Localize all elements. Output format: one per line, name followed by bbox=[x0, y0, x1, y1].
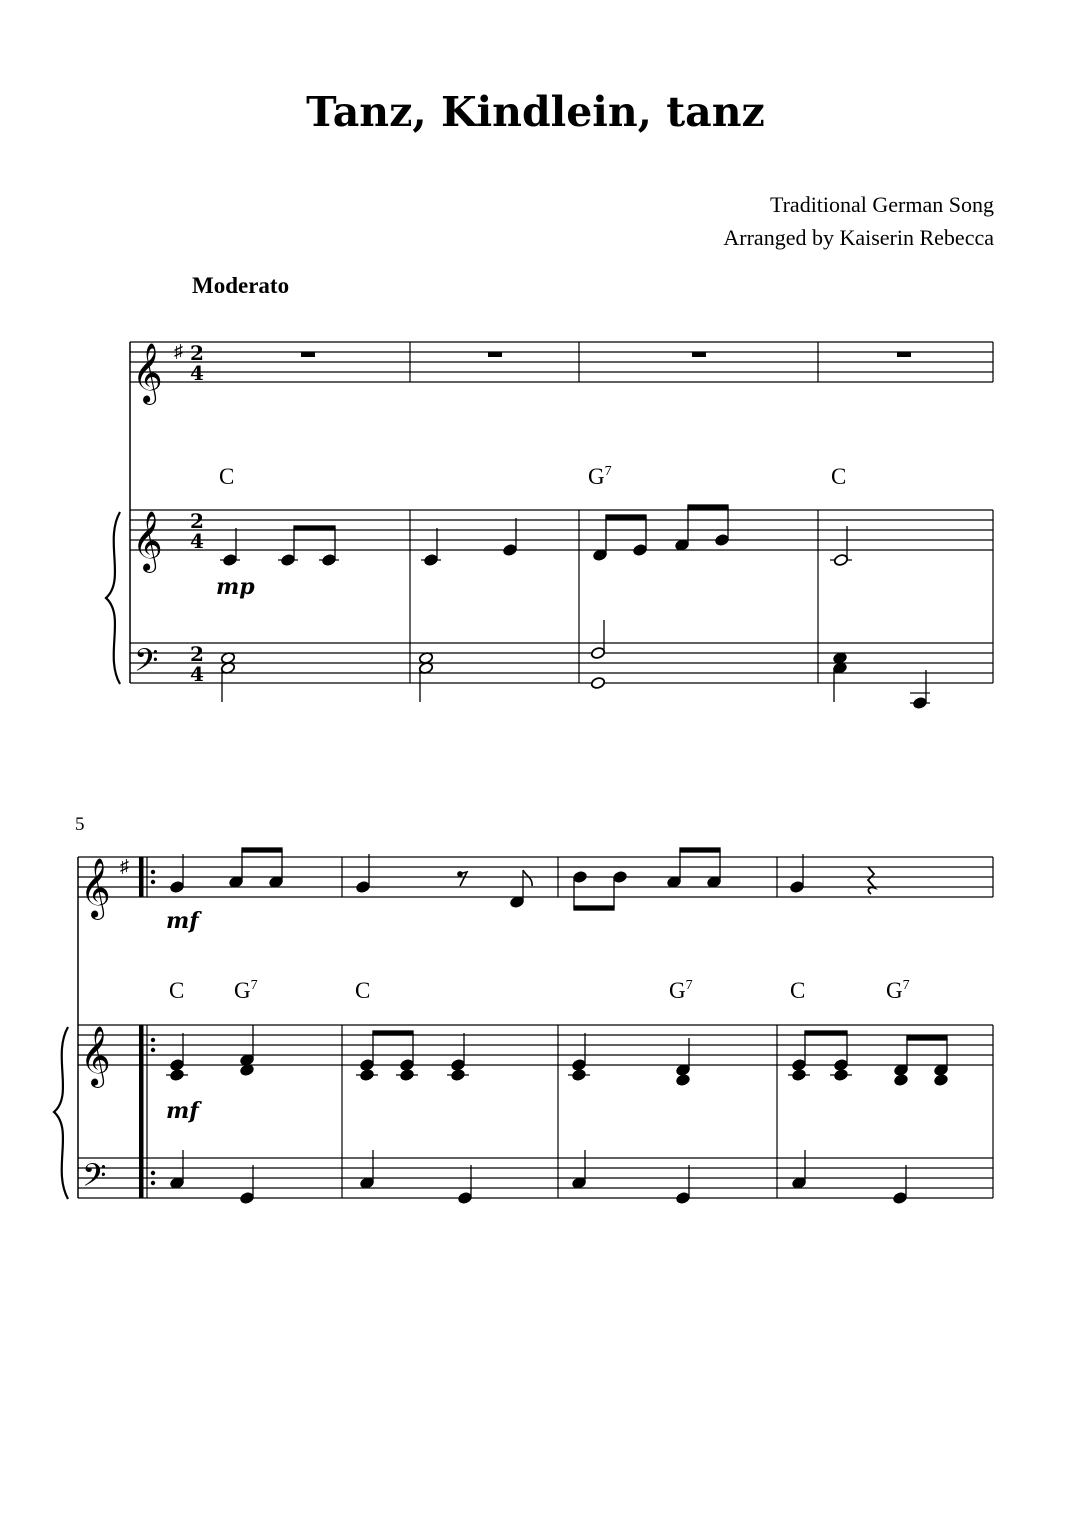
notation-mark bbox=[151, 1171, 155, 1175]
notation-mark bbox=[451, 1069, 466, 1082]
notation-mark bbox=[151, 870, 155, 874]
chord-symbol: $G^7$ bbox=[886, 978, 910, 1003]
notation-mark bbox=[54, 1027, 68, 1199]
system-2-signatures bbox=[80, 856, 155, 1201]
note bbox=[424, 554, 439, 567]
whole-rest bbox=[488, 352, 502, 357]
arranger-credit: Arranged by Kaiserin Rebecca bbox=[723, 225, 994, 250]
notation-mark bbox=[606, 515, 646, 519]
notation-mark bbox=[373, 1031, 413, 1035]
notation-mark bbox=[451, 1059, 466, 1072]
sharp-icon: ♯ bbox=[174, 341, 183, 361]
note bbox=[322, 554, 337, 567]
notation-mark bbox=[613, 871, 628, 884]
treble-clef-icon: 𝄞 bbox=[80, 858, 111, 918]
piano-treble-notes-2 bbox=[166, 1025, 948, 1086]
notation-mark bbox=[590, 676, 605, 689]
melody-staff-2 bbox=[78, 857, 993, 897]
notation-mark bbox=[458, 1192, 473, 1205]
dynamic-marking: mf bbox=[166, 1098, 199, 1124]
treble-clef-icon: 𝄞 bbox=[80, 1026, 111, 1086]
notation-mark bbox=[676, 1192, 691, 1205]
notation-mark bbox=[688, 505, 728, 509]
notation-mark bbox=[572, 1059, 587, 1072]
notation-mark bbox=[790, 881, 805, 894]
system-2-chord-symbols bbox=[169, 978, 910, 1003]
notation-mark bbox=[139, 857, 144, 897]
piano-bass-notes-1 bbox=[220, 620, 930, 709]
notation-mark bbox=[170, 1069, 185, 1082]
notation-mark bbox=[676, 1074, 691, 1087]
notation-mark bbox=[106, 512, 120, 684]
notation-mark bbox=[151, 1038, 155, 1042]
notation-mark bbox=[907, 1036, 947, 1040]
notation-mark bbox=[894, 1074, 909, 1087]
notation-mark bbox=[834, 1069, 849, 1082]
chord-symbol: $G^7$ bbox=[669, 978, 693, 1003]
chord-symbol: $G^7$ bbox=[234, 978, 258, 1003]
chord-symbol: C bbox=[219, 464, 235, 489]
notation-mark bbox=[170, 881, 185, 894]
dynamic-marking: mp bbox=[216, 574, 255, 600]
notation-mark bbox=[834, 1059, 849, 1072]
time-sig-bottom: 4 bbox=[190, 662, 204, 686]
note bbox=[633, 544, 648, 557]
time-sig-bottom: 4 bbox=[190, 361, 204, 385]
tempo-marking: Moderato bbox=[192, 273, 290, 298]
notation-mark bbox=[934, 1074, 949, 1087]
chord-symbol: C bbox=[831, 464, 847, 489]
piano-bass-staff-1 bbox=[130, 643, 993, 683]
dynamic-marking: mf bbox=[166, 908, 199, 934]
note bbox=[503, 544, 518, 557]
composer-credit: Traditional German Song bbox=[769, 192, 994, 217]
whole-rest bbox=[301, 352, 315, 357]
note bbox=[281, 554, 296, 567]
notation-mark bbox=[151, 880, 155, 884]
notation-mark bbox=[139, 1025, 144, 1198]
bar-number: 5 bbox=[75, 814, 85, 835]
time-sig-top: 2 bbox=[190, 642, 204, 666]
notation-mark bbox=[400, 1059, 415, 1072]
system-1 bbox=[106, 342, 993, 684]
piano-bass-staff-2 bbox=[78, 1158, 993, 1198]
notation-mark bbox=[170, 1059, 185, 1072]
notation-mark bbox=[868, 867, 875, 894]
chord-symbol: C bbox=[355, 978, 371, 1003]
notation-mark bbox=[151, 1048, 155, 1052]
whole-rest bbox=[897, 352, 911, 357]
notation-mark bbox=[294, 526, 335, 530]
notation-mark bbox=[400, 1069, 415, 1082]
notation-mark bbox=[151, 1181, 155, 1185]
notation-mark bbox=[590, 646, 605, 659]
notation-mark bbox=[574, 906, 614, 910]
song-title: Tanz, Kindlein, tanz bbox=[306, 88, 765, 136]
system-1-chord-symbols bbox=[219, 464, 846, 489]
chord-symbol: C bbox=[790, 978, 806, 1003]
notation-mark bbox=[573, 871, 588, 884]
chord-symbol: $G^7$ bbox=[588, 464, 612, 489]
bass-clef-icon: 𝄢 bbox=[134, 642, 159, 686]
notation-mark bbox=[242, 848, 282, 852]
notation-mark bbox=[523, 870, 532, 886]
note bbox=[223, 554, 238, 567]
notation-mark bbox=[356, 881, 371, 894]
notation-mark bbox=[680, 848, 720, 852]
notation-mark bbox=[792, 1069, 807, 1082]
treble-clef-icon: 𝄞 bbox=[132, 343, 163, 403]
notation-mark bbox=[360, 1069, 375, 1082]
system-1-signatures bbox=[132, 341, 204, 686]
notation-mark bbox=[240, 1192, 255, 1205]
sharp-icon: ♯ bbox=[120, 856, 129, 876]
piano-treble-staff-1 bbox=[130, 510, 993, 550]
melody-rests-1 bbox=[301, 352, 911, 357]
time-sig-top: 2 bbox=[190, 341, 204, 365]
note bbox=[715, 534, 730, 547]
time-sig-bottom: 4 bbox=[190, 529, 204, 553]
bass-clef-icon: 𝄢 bbox=[82, 1157, 107, 1201]
time-sig-top: 2 bbox=[190, 509, 204, 533]
notation-mark bbox=[805, 1031, 847, 1035]
chord-symbol: C bbox=[169, 978, 185, 1003]
notation-mark bbox=[360, 1059, 375, 1072]
piano-treble-notes-1 bbox=[220, 505, 852, 567]
notation-mark bbox=[792, 1059, 807, 1072]
half-note bbox=[833, 553, 848, 566]
whole-rest bbox=[692, 352, 706, 357]
treble-clef-icon: 𝄞 bbox=[132, 511, 163, 571]
notation-mark bbox=[913, 697, 928, 710]
notation-mark bbox=[572, 1069, 587, 1082]
piano-treble-staff-2 bbox=[78, 1025, 993, 1065]
notation-mark bbox=[458, 872, 462, 876]
melody-staff-1 bbox=[130, 342, 993, 382]
notation-mark bbox=[893, 1192, 908, 1205]
